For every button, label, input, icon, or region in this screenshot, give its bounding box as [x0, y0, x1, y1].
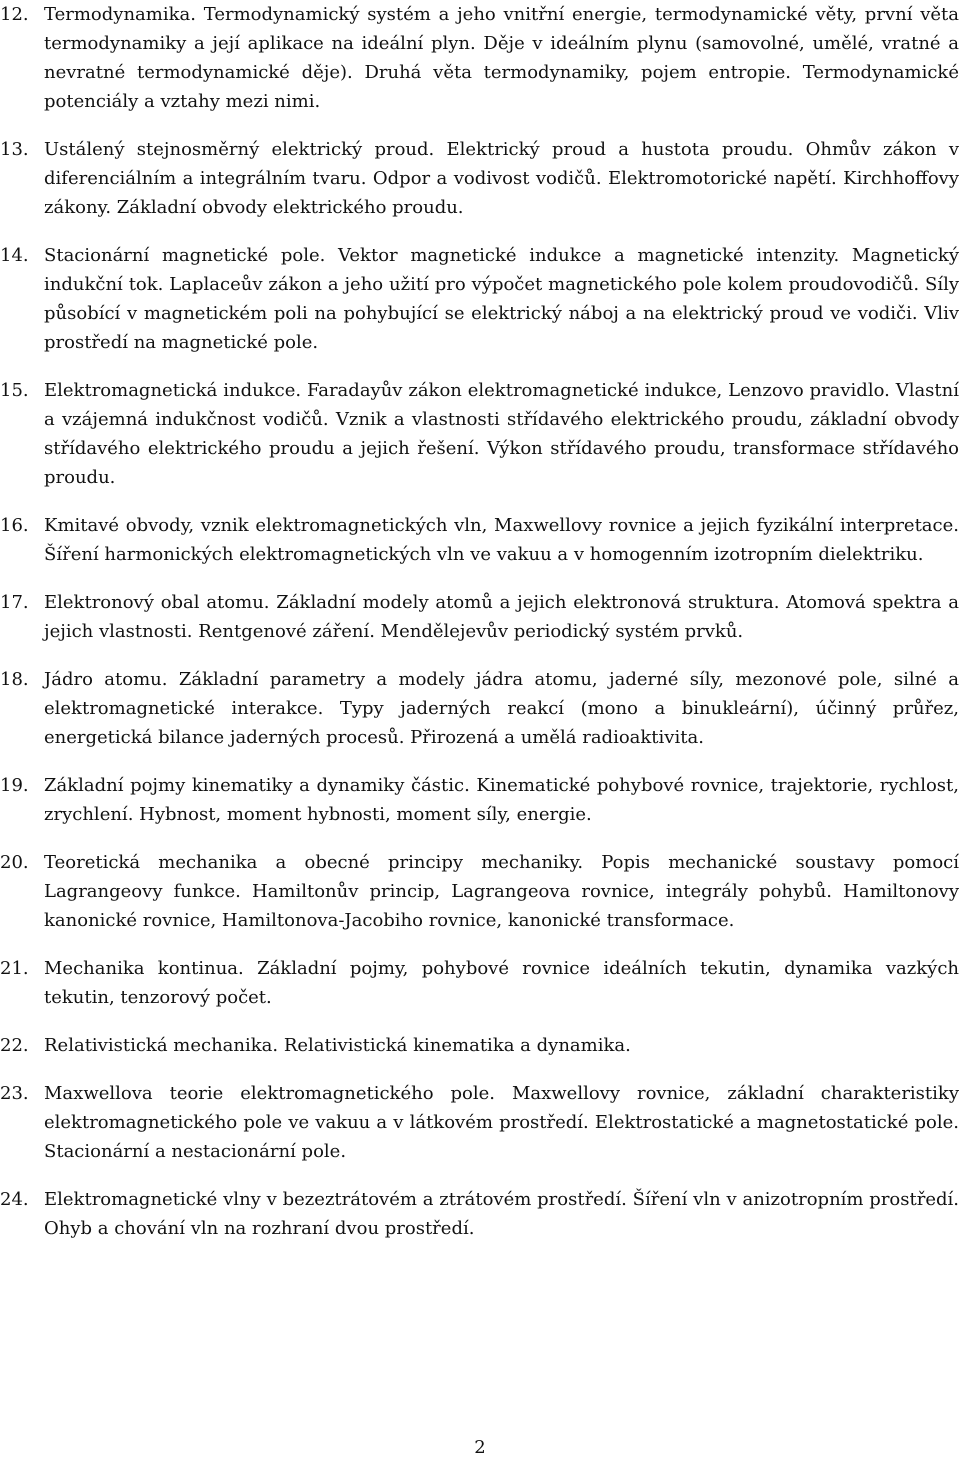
item-text: Základní pojmy kinematiky a dynamiky částic. Kinematické pohybové rovnice, trajektorie, rychlost, zrychlení. Hybnost, moment hybnosti, moment síly, energie.	[44, 775, 959, 825]
list-item	[0, 588, 960, 646]
item-text: Jádro atomu. Základní parametry a modely jádra atomu, jaderné síly, mezonové pole, silné a elektromagnetické interakce. Typy jaderných reakcí (mono a binukleární), účinný průřez, energetická bilance jaderných procesů. Přirozená a umělá radioaktivita.	[44, 669, 959, 748]
list-item	[0, 511, 960, 569]
item-text: Mechanika kontinua. Základní pojmy, pohybové rovnice ideálních tekutin, dynamika vazkých tekutin, tenzorový počet.	[44, 958, 959, 1008]
item-number: 14.	[0, 245, 29, 266]
item-text: Elektromagnetické vlny v bezeztrátovém a ztrátovém prostředí. Šíření vln v anizotropním prostředí. Ohyb a chování vln na rozhraní dvou prostředí.	[44, 1189, 959, 1239]
item-text: Teoretická mechanika a obecné principy mechaniky. Popis mechanické soustavy pomocí Lagrangeovy funkce. Hamiltonův princip, Lagrangeova rovnice, integrály pohybů. Hamiltonovy kanonické rovnice, Hamiltonova-Jacobiho rovnice, kanonické transformace.	[44, 852, 959, 931]
item-number: 19.	[0, 775, 29, 796]
item-number: 17.	[0, 592, 29, 613]
item-number: 15.	[0, 380, 29, 401]
page-number: 2	[474, 1437, 486, 1458]
item-number: 13.	[0, 139, 29, 160]
item-number: 20.	[0, 852, 29, 873]
item-text: Maxwellova teorie elektromagnetického pole. Maxwellovy rovnice, základní charakteristiky elektromagnetického pole ve vakuu a v látkovém prostředí. Elektrostatické a magnetostatické pole. Stacionární a nestacionární pole.	[44, 1083, 959, 1162]
item-number: 22.	[0, 1035, 29, 1056]
item-number: 16.	[0, 515, 29, 536]
item-number: 21.	[0, 958, 29, 979]
list-item	[0, 241, 960, 357]
item-text: Elektromagnetická indukce. Faradayův zákon elektromagnetické indukce, Lenzovo pravidlo. Vlastní a vzájemná indukčnost vodičů. Vznik a vlastnosti střídavého elektrického proudu, základní obvody střídavého elektrického proudu a jejich řešení. Výkon střídavého proudu, transformace střídavého proudu.	[44, 380, 959, 488]
list-item	[0, 1185, 960, 1243]
item-text: Termodynamika. Termodynamický systém a jeho vnitřní energie, termodynamické věty, první věta termodynamiky a její aplikace na ideální plyn. Děje v ideálním plynu (samovolné, umělé, vratné a nevratné termodynamické děje). Druhá věta termodynamiky, pojem entropie. Termodynamické potenciály a vztahy mezi nimi.	[44, 4, 959, 112]
item-text: Elektronový obal atomu. Základní modely atomů a jejich elektronová struktura. Atomová spektra a jejich vlastnosti. Rentgenové záření. Mendělejevův periodický systém prvků.	[44, 592, 959, 642]
list-item	[0, 771, 960, 829]
item-text: Ustálený stejnosměrný elektrický proud. Elektrický proud a hustota proudu. Ohmův zákon v diferenciálním a integrálním tvaru. Odpor a vodivost vodičů. Elektromotorické napětí. Kirchhoffovy zákony. Základní obvody elektrického proudu.	[44, 139, 959, 218]
item-number: 18.	[0, 669, 29, 690]
list-item	[0, 376, 960, 492]
item-text: Kmitavé obvody, vznik elektromagnetických vln, Maxwellovy rovnice a jejich fyzikální interpretace. Šíření harmonických elektromagnetických vln ve vakuu a v homogenním izotropním dielektriku.	[44, 515, 959, 565]
item-number: 23.	[0, 1083, 29, 1104]
list-item	[0, 135, 960, 222]
list-item	[0, 848, 960, 935]
list-item	[0, 665, 960, 752]
list-item	[0, 1079, 960, 1166]
item-text: Stacionární magnetické pole. Vektor magnetické indukce a magnetické intenzity. Magnetický indukční tok. Laplaceův zákon a jeho užití pro výpočet magnetického pole kolem proudovodičů. Síly působící v magnetickém poli na pohybující se elektrický náboj a na elektrický proud ve vodiči. Vliv prostředí na magnetické pole.	[44, 245, 959, 353]
item-text: Relativistická mechanika. Relativistická kinematika a dynamika.	[44, 1035, 631, 1056]
item-number: 24.	[0, 1189, 29, 1210]
list-item	[0, 954, 960, 1012]
item-number: 12.	[0, 4, 29, 25]
list-item	[0, 0, 960, 116]
list-item	[0, 1031, 960, 1060]
